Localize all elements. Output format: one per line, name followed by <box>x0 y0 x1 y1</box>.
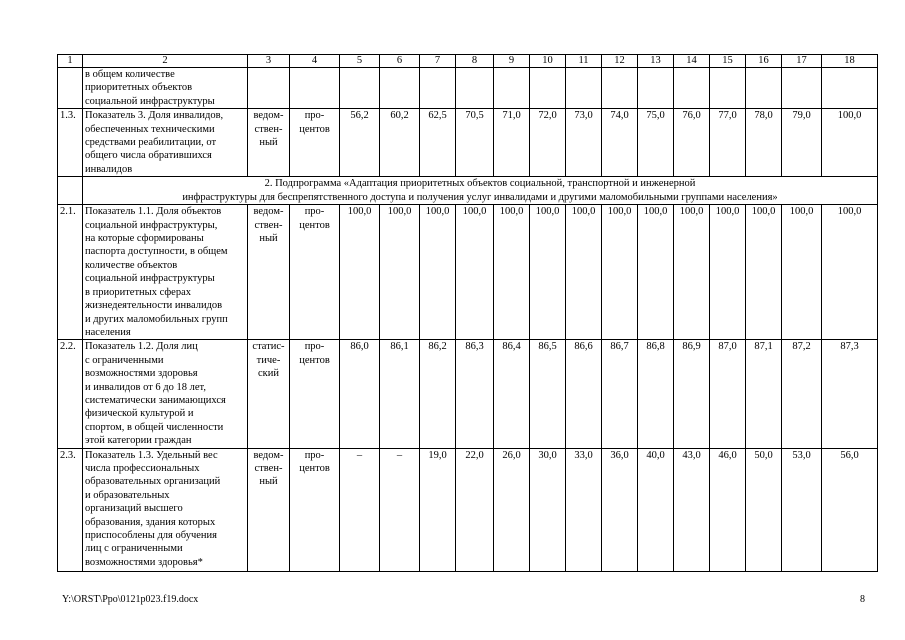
header-cell: 13 <box>638 55 674 68</box>
value-cell: 56,2 <box>340 109 380 177</box>
document-file-path: Y:\ORST\Ppo\0121p023.f19.docx <box>62 594 199 605</box>
value-cell: 100,0 <box>494 205 530 340</box>
data-source: ведом- ствен- ный <box>248 205 290 340</box>
data-source: ведом- ствен- ный <box>248 109 290 177</box>
header-cell: 15 <box>710 55 746 68</box>
header-cell: 7 <box>420 55 456 68</box>
value-cell: 70,5 <box>456 109 494 177</box>
unit: про- центов <box>290 340 340 448</box>
value-cell <box>456 68 494 109</box>
value-cell <box>638 68 674 109</box>
value-cell <box>380 68 420 109</box>
header-cell: 9 <box>494 55 530 68</box>
value-cell: 78,0 <box>746 109 782 177</box>
value-cell: 86,4 <box>494 340 530 448</box>
header-cell: 2 <box>83 55 248 68</box>
value-cell: 100,0 <box>340 205 380 340</box>
value-cell: 50,0 <box>746 448 782 571</box>
indicator-name: Показатель 3. Доля инвалидов, обеспеченных техническими средствами реабилитации, от общего числа обратившихся инвалидов <box>83 109 248 177</box>
header-cell: 12 <box>602 55 638 68</box>
header-cell: 18 <box>822 55 878 68</box>
header-cell: 3 <box>248 55 290 68</box>
value-cell: 100,0 <box>530 205 566 340</box>
unit <box>290 68 340 109</box>
value-cell: 86,5 <box>530 340 566 448</box>
value-cell: 87,1 <box>746 340 782 448</box>
row-number: 2.3. <box>58 448 83 571</box>
data-source <box>248 68 290 109</box>
indicator-name: Показатель 1.3. Удельный вес числа профессиональных образовательных организаций и образовательных организаций высшего образования, здания которых приспособлены для обучения лиц с ограниченными возможностями здоровья* <box>83 448 248 571</box>
row-number: 2.1. <box>58 205 83 340</box>
section-title: 2. Подпрограмма «Адаптация приоритетных объектов социальной, транспортной и инженерной инфраструктуры для беспрепятственного доступа и получения услуг инвалидами и другими маломобильными группами населения» <box>83 177 878 205</box>
value-cell: 53,0 <box>782 448 822 571</box>
table-row <box>58 340 878 448</box>
value-cell: 100,0 <box>456 205 494 340</box>
unit: про- центов <box>290 205 340 340</box>
header-cell: 8 <box>456 55 494 68</box>
value-cell <box>746 68 782 109</box>
value-cell: 100,0 <box>602 205 638 340</box>
unit: про- центов <box>290 109 340 177</box>
value-cell: 100,0 <box>420 205 456 340</box>
value-cell: 26,0 <box>494 448 530 571</box>
value-cell: – <box>340 448 380 571</box>
header-cell: 14 <box>674 55 710 68</box>
value-cell: 73,0 <box>566 109 602 177</box>
value-cell: 36,0 <box>602 448 638 571</box>
value-cell: 46,0 <box>710 448 746 571</box>
header-cell: 16 <box>746 55 782 68</box>
value-cell <box>420 68 456 109</box>
value-cell: 86,6 <box>566 340 602 448</box>
header-cell: 17 <box>782 55 822 68</box>
value-cell: 86,3 <box>456 340 494 448</box>
value-cell: 74,0 <box>602 109 638 177</box>
value-cell: 30,0 <box>530 448 566 571</box>
row-number: 1.3. <box>58 109 83 177</box>
row-number: 2.2. <box>58 340 83 448</box>
value-cell <box>710 68 746 109</box>
page-number: 8 <box>860 594 865 605</box>
section-number-cell <box>58 177 83 205</box>
header-cell: 1 <box>58 55 83 68</box>
value-cell: 100,0 <box>674 205 710 340</box>
value-cell <box>782 68 822 109</box>
header-row <box>58 55 878 68</box>
value-cell: – <box>380 448 420 571</box>
table-row <box>58 448 878 571</box>
value-cell: 86,2 <box>420 340 456 448</box>
value-cell: 100,0 <box>566 205 602 340</box>
section-heading-row <box>58 177 878 205</box>
value-cell: 100,0 <box>782 205 822 340</box>
value-cell: 79,0 <box>782 109 822 177</box>
value-cell: 75,0 <box>638 109 674 177</box>
value-cell: 43,0 <box>674 448 710 571</box>
data-source: статис- тиче- ский <box>248 340 290 448</box>
value-cell: 62,5 <box>420 109 456 177</box>
indicator-name: Показатель 1.2. Доля лиц с ограниченными возможностями здоровья и инвалидов от 6 до 18 лет, систематически занимающихся физической культурой и спортом, в общей численности этой категории граждан <box>83 340 248 448</box>
table-row <box>58 109 878 177</box>
value-cell: 100,0 <box>710 205 746 340</box>
table-row <box>58 205 878 340</box>
indicator-name: в общем количестве приоритетных объектов социальной инфраструктуры <box>83 68 248 109</box>
value-cell: 100,0 <box>638 205 674 340</box>
value-cell: 86,7 <box>602 340 638 448</box>
value-cell: 86,1 <box>380 340 420 448</box>
value-cell: 22,0 <box>456 448 494 571</box>
value-cell: 100,0 <box>380 205 420 340</box>
value-cell: 40,0 <box>638 448 674 571</box>
value-cell <box>602 68 638 109</box>
value-cell: 87,2 <box>782 340 822 448</box>
header-cell: 6 <box>380 55 420 68</box>
unit: про- центов <box>290 448 340 571</box>
value-cell: 86,8 <box>638 340 674 448</box>
value-cell: 19,0 <box>420 448 456 571</box>
value-cell: 72,0 <box>530 109 566 177</box>
value-cell <box>530 68 566 109</box>
table-row <box>58 68 878 109</box>
value-cell: 100,0 <box>822 109 878 177</box>
value-cell: 56,0 <box>822 448 878 571</box>
value-cell: 76,0 <box>674 109 710 177</box>
value-cell: 77,0 <box>710 109 746 177</box>
indicators-table <box>57 54 878 572</box>
value-cell: 60,2 <box>380 109 420 177</box>
value-cell: 87,0 <box>710 340 746 448</box>
value-cell: 87,3 <box>822 340 878 448</box>
value-cell: 86,0 <box>340 340 380 448</box>
indicator-name: Показатель 1.1. Доля объектов социальной инфраструктуры, на которые сформированы паспорта доступности, в общем количестве объектов социальной инфраструктуры в приоритетных сферах жизнедеятельности инвалидов и других маломобильных групп населения <box>83 205 248 340</box>
value-cell <box>340 68 380 109</box>
value-cell: 86,9 <box>674 340 710 448</box>
data-source: ведом- ствен- ный <box>248 448 290 571</box>
value-cell <box>674 68 710 109</box>
value-cell: 71,0 <box>494 109 530 177</box>
header-cell: 10 <box>530 55 566 68</box>
header-cell: 4 <box>290 55 340 68</box>
value-cell <box>494 68 530 109</box>
value-cell: 33,0 <box>566 448 602 571</box>
row-number <box>58 68 83 109</box>
header-cell: 5 <box>340 55 380 68</box>
value-cell: 100,0 <box>822 205 878 340</box>
value-cell: 100,0 <box>746 205 782 340</box>
value-cell <box>822 68 878 109</box>
value-cell <box>566 68 602 109</box>
header-cell: 11 <box>566 55 602 68</box>
